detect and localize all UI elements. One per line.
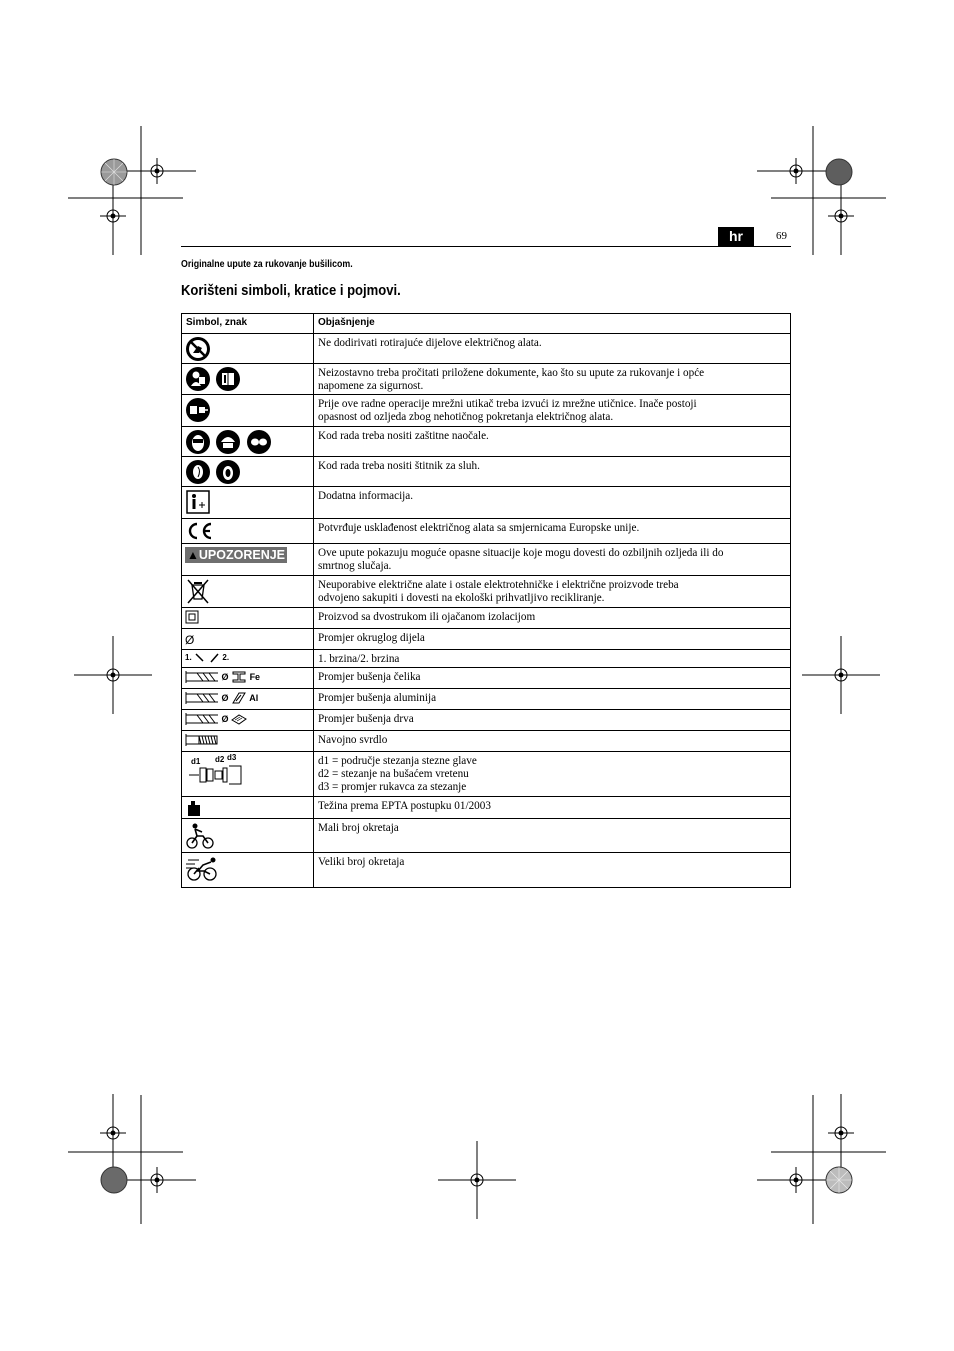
table-row: [182, 519, 791, 544]
diameter-icon: Ø: [221, 672, 229, 682]
section-title: Korišteni simboli, kratice i pojmovi.: [181, 283, 401, 299]
table-row: [182, 576, 791, 608]
explanation-line: Veliki broj okretaja: [318, 856, 405, 868]
drill-bit-icon: [185, 712, 219, 726]
table-header-row: [182, 314, 791, 334]
explanation-line: Promjer okruglog dijela: [318, 632, 425, 644]
explanation-line: Težina prema EPTA postupku 01/2003: [318, 800, 491, 812]
drill-bit-icon: [185, 691, 219, 705]
safety-goggles-icon: [246, 429, 272, 455]
wood-plank-icon: [231, 712, 247, 726]
table-row: [182, 668, 791, 689]
explanation-line: Navojno svrdlo: [318, 734, 388, 746]
table-row: [182, 395, 791, 427]
explanation-line: smrtnog slučaja.: [318, 560, 392, 572]
table-row: [182, 819, 791, 853]
double-insulation-icon: [185, 610, 199, 624]
diameter-icon: Ø: [221, 714, 229, 724]
explanation-line: Kod rada treba nositi štitnik za sluh.: [318, 460, 480, 472]
steel-label: Fe: [249, 672, 261, 682]
explanation-line: Prije ove radne operacije mrežni utikač treba izvući iz mrežne utičnice. Inače postoji: [318, 398, 697, 410]
speed-2-label: 2.: [222, 653, 230, 662]
table-row: [182, 427, 791, 457]
symbols-table: [181, 313, 791, 888]
header-rule: [181, 246, 791, 247]
cyclist-fast-icon: [185, 855, 219, 883]
table-row: [182, 853, 791, 888]
explanation-line: odvojeno sakupiti i dovesti na ekološki prihvatljivo recikliranje.: [318, 592, 605, 604]
explanation-line: Proizvod sa dvostrukom ili ojačanom izolacijom: [318, 611, 536, 623]
explanation-line: d2 = stezanje na bušaćem vretenu: [318, 768, 469, 780]
ce-mark-icon: [185, 521, 215, 541]
table-row: [182, 457, 791, 487]
warning-triangle-icon: ▲: [187, 548, 199, 562]
table-row: [182, 544, 791, 576]
column-header-explanation: Objašnjenje: [314, 314, 791, 334]
table-row: [182, 689, 791, 710]
table-row: [182, 710, 791, 731]
no-touch-rotating-parts-icon: [185, 336, 211, 362]
language-badge: hr: [718, 227, 754, 246]
speed-1-label: 1.: [185, 653, 192, 662]
explanation-line: Neuporabive električne alate i ostale elektrotehničke i električne proizvode treba: [318, 579, 679, 591]
explanation-line: d3 = promjer rukavca za stezanje: [318, 781, 467, 793]
explanation-line: Potvrđuje usklađenost električnog alata sa smjernicama Europske unije.: [318, 522, 640, 534]
speed-1-icon: [194, 652, 206, 663]
warning-badge: [185, 547, 287, 563]
explanation-line: 1. brzina/2. brzina: [318, 653, 400, 665]
ear-muffs-icon: [215, 459, 241, 485]
d1-label: d1: [191, 757, 201, 766]
diameter-icon: Ø: [185, 633, 195, 647]
table-row: [182, 364, 791, 395]
explanation-line: Neizostavno treba pročitati priložene dokumente, kao što su upute za rukovanje i opće: [318, 367, 705, 379]
drill-bit-icon: [185, 670, 219, 684]
diameter-icon: Ø: [221, 693, 229, 703]
crossed-out-bin-icon: [185, 578, 211, 605]
d2-label: d2: [215, 755, 225, 764]
ear-protection-icon: [185, 459, 211, 485]
info-icon: [185, 489, 211, 515]
table-row: [182, 487, 791, 519]
tap-drill-icon: [185, 733, 219, 747]
table-row: [182, 608, 791, 629]
steel-beam-icon: [231, 670, 247, 684]
page-number: 69: [776, 230, 787, 242]
cyclist-slow-icon: [185, 821, 215, 851]
explanation-line: napomene za sigurnost.: [318, 380, 424, 392]
explanation-line: Promjer bušenja drva: [318, 713, 414, 725]
explanation-line: Kod rada treba nositi zaštitne naočale.: [318, 430, 489, 442]
column-header-symbol: Simbol, znak: [182, 314, 314, 334]
unplug-mains-icon: [185, 397, 211, 423]
table-row: [182, 650, 791, 668]
document-subtitle: Originalne upute za rukovanje bušilicom.: [181, 259, 353, 270]
table-row: [182, 334, 791, 364]
table-row: [182, 629, 791, 650]
explanation-line: d1 = područje stezanja stezne glave: [318, 755, 477, 767]
explanation-line: Dodatna informacija.: [318, 490, 414, 502]
explanation-line: Ove upute pokazuju moguće opasne situacije koje mogu dovesti do ozbiljnih ozljeda ili do: [318, 547, 724, 559]
chuck-dimensions-icon: [185, 754, 249, 792]
aluminium-label: Al: [249, 693, 259, 703]
explanation-line: opasnost od ozljeda zbog nehotičnog pokretanja električnog alata.: [318, 411, 614, 423]
warning-label: UPOZORENJE: [198, 548, 286, 562]
helmet-goggles-icon: [215, 429, 241, 455]
table-row: [182, 731, 791, 752]
read-manual-book-icon: [215, 366, 241, 392]
explanation-line: Promjer bušenja aluminija: [318, 692, 437, 704]
explanation-line: Ne dodirivati rotirajuće dijelove električnog alata.: [318, 337, 542, 349]
explanation-line: Promjer bušenja čelika: [318, 671, 421, 683]
aluminium-profile-icon: [231, 691, 247, 705]
speed-2-icon: [208, 652, 220, 663]
d3-label: d3: [227, 754, 237, 762]
weight-icon: [185, 799, 203, 817]
face-protection-icon: [185, 429, 211, 455]
table-row: [182, 752, 791, 797]
table-row: [182, 797, 791, 819]
read-instructions-person-icon: [185, 366, 211, 392]
explanation-line: Mali broj okretaja: [318, 822, 399, 834]
